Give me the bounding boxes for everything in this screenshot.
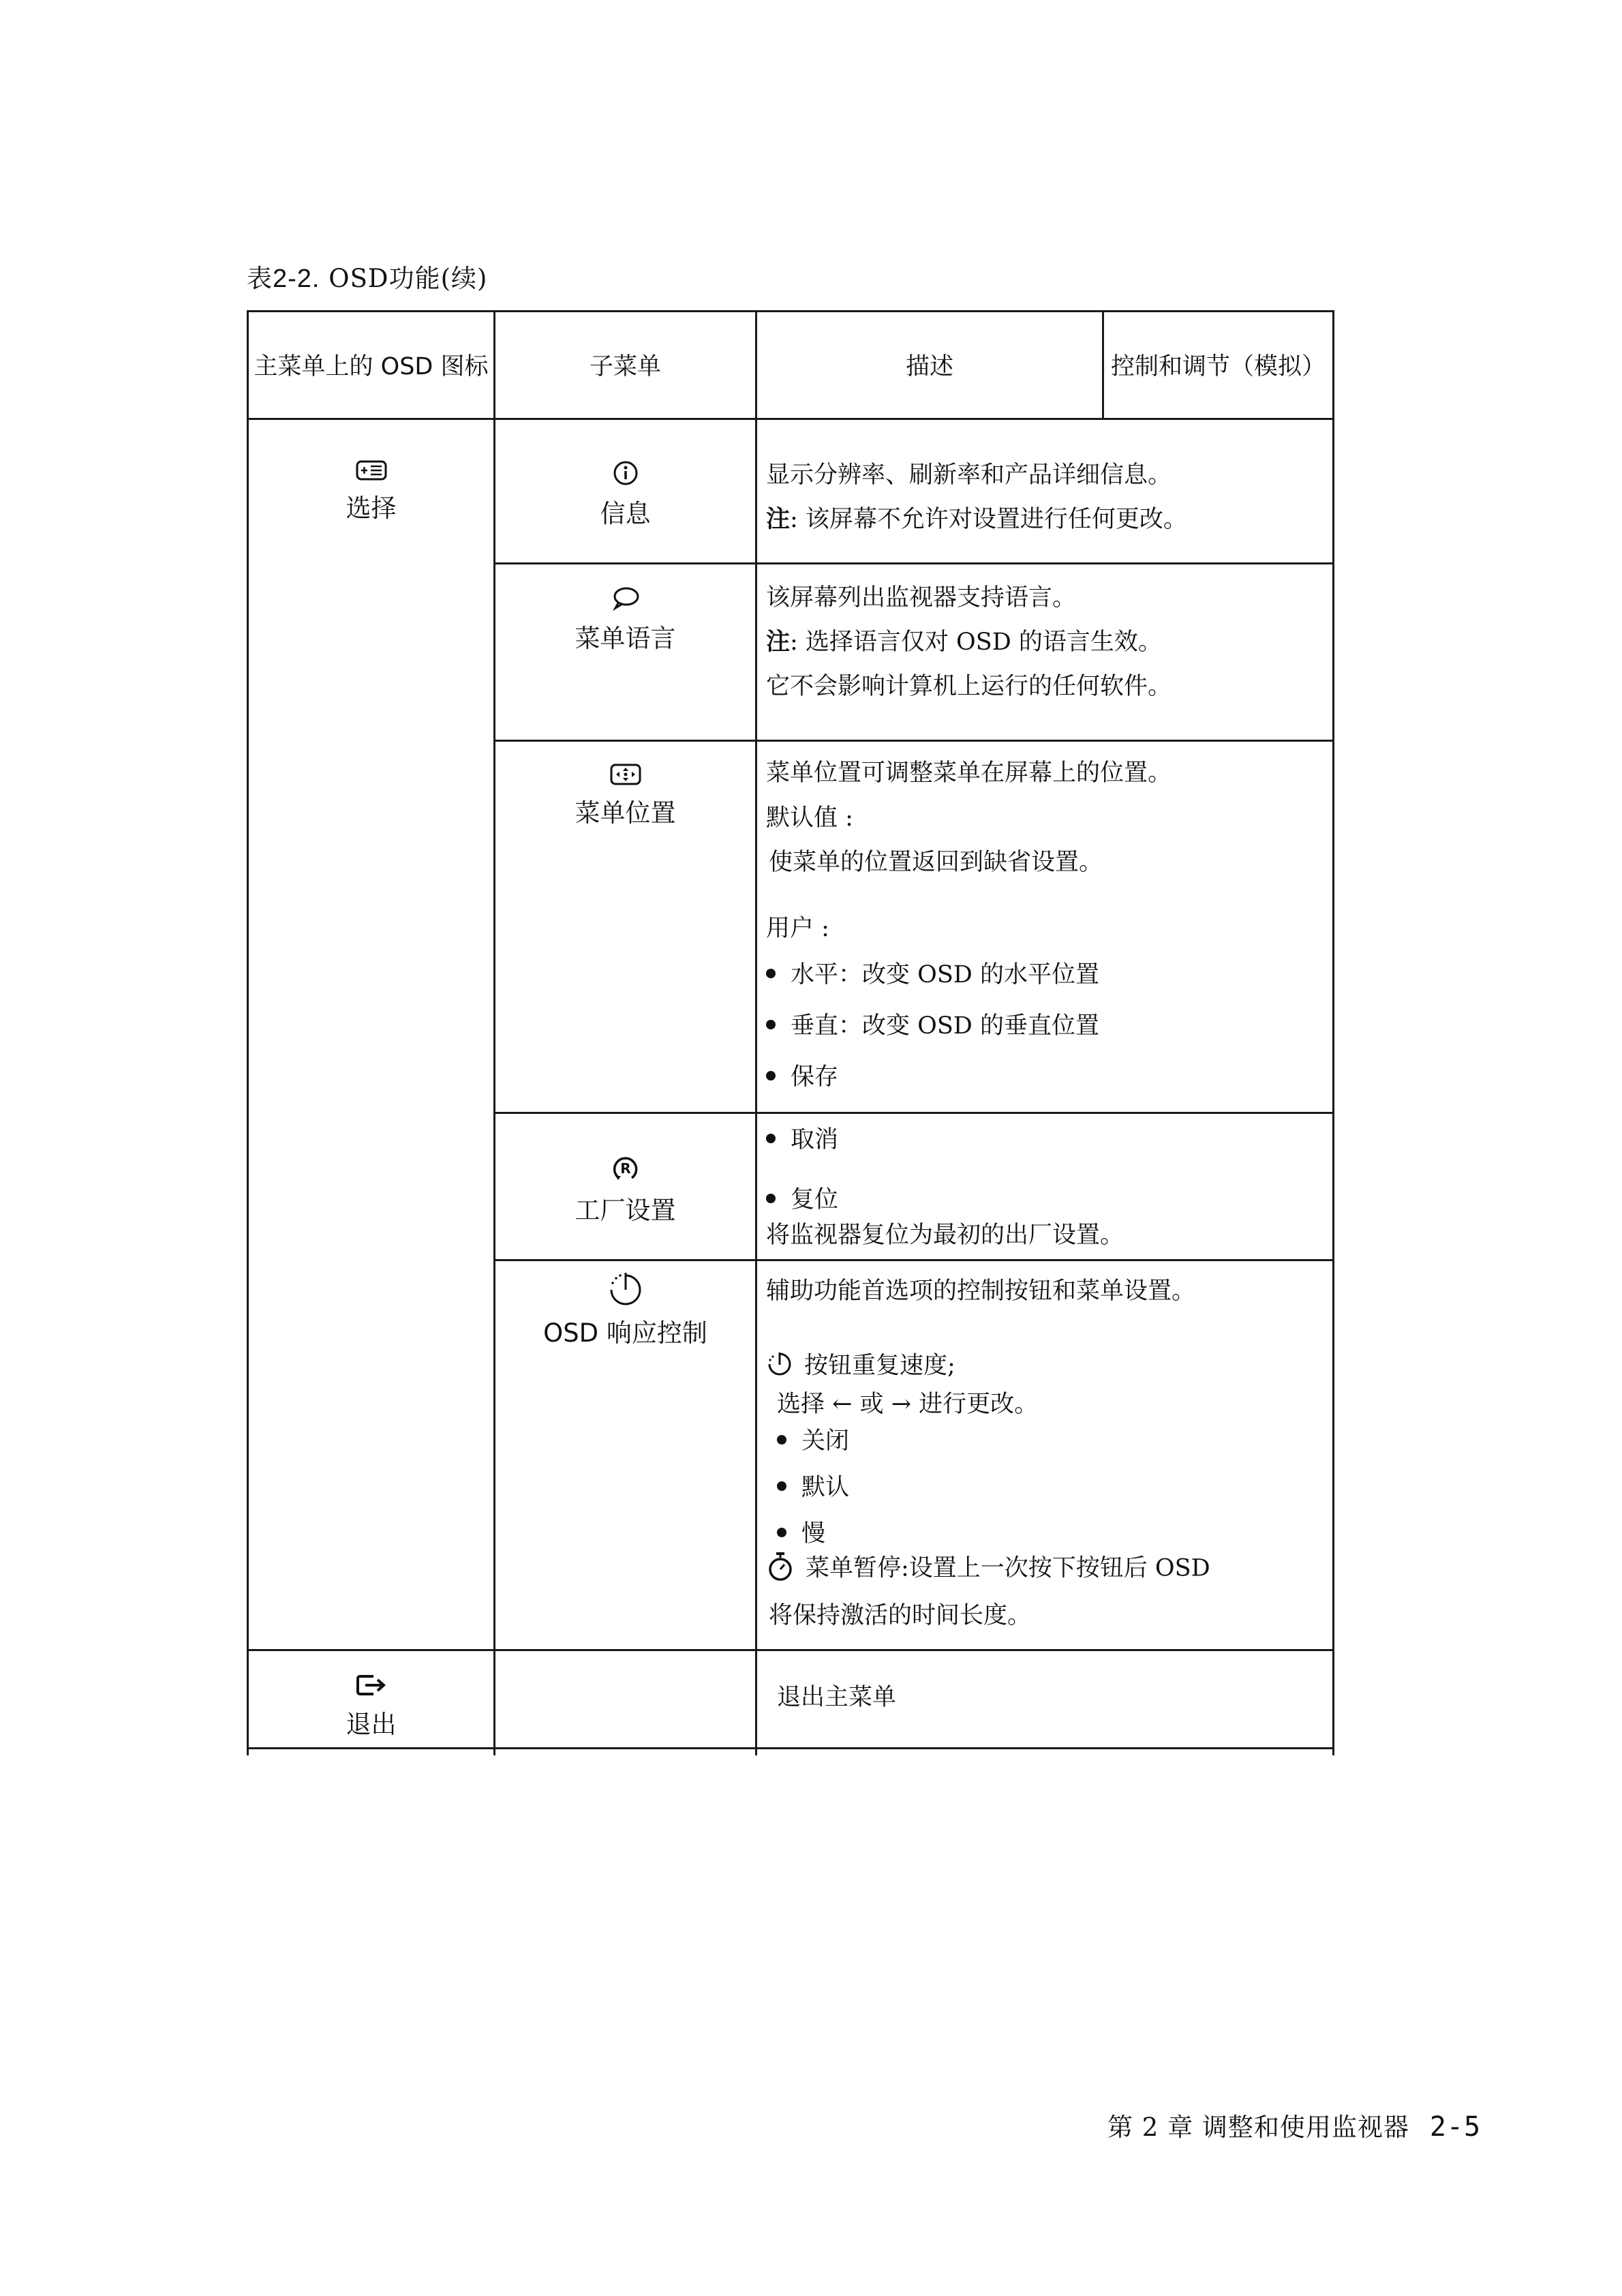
caption-number: 2-2. xyxy=(273,265,320,293)
desc-response-repeat xyxy=(766,1353,955,1380)
desc-language-line3: 它不会影响计算机上运行的任何软件。 xyxy=(766,673,1172,700)
submenu-factory-reset-label: 工厂设置 xyxy=(575,1196,676,1225)
footer-page-number: 2-5 xyxy=(1429,2111,1482,2143)
desc-exit-line1: 退出主菜单 xyxy=(777,1684,897,1711)
pause-label: 菜单暂停:设置上一次按下按钮后 OSD xyxy=(806,1554,1210,1582)
stopwatch-icon xyxy=(766,1552,795,1582)
desc-response-pause xyxy=(766,1554,1210,1584)
desc-position-default-text: 使菜单的位置返回到缺省设置。 xyxy=(769,849,1103,876)
submenu-osd-response xyxy=(495,1271,755,1349)
speech-bubble-icon xyxy=(611,586,640,611)
desc-response-pause-line2: 将保持激活的时间长度。 xyxy=(769,1602,1032,1629)
main-menu-select xyxy=(249,460,493,524)
caption-prefix: 表 xyxy=(247,264,273,293)
note-label: 注 xyxy=(766,506,791,533)
submenu-factory-reset xyxy=(495,1154,755,1226)
main-menu-select-label: 选择 xyxy=(346,494,397,523)
header-submenu: 子菜单 xyxy=(589,353,661,380)
menu-position-icon xyxy=(610,764,641,785)
submenu-menu-position xyxy=(495,764,755,829)
desc-response-bullet-slow: 慢 xyxy=(777,1522,825,1546)
note-label: 注 xyxy=(766,629,791,656)
main-menu-exit-label: 退出 xyxy=(346,1710,397,1739)
info-icon xyxy=(613,460,639,486)
submenu-menu-position-label: 菜单位置 xyxy=(575,798,676,828)
header-main-menu-icon: 主菜单上的 OSD 图标 xyxy=(254,353,489,380)
footer-chapter: 第 2 章 调整和使用监视器 xyxy=(1107,2113,1409,2142)
timer-icon xyxy=(766,1350,793,1378)
submenu-language-label: 菜单语言 xyxy=(575,624,676,653)
page-footer xyxy=(1107,2106,1481,2143)
desc-response-select-line: 选择 ← 或 → 进行更改。 xyxy=(777,1391,1039,1418)
submenu-info-label: 信息 xyxy=(600,499,651,528)
timer-icon xyxy=(607,1271,644,1305)
osd-function-table xyxy=(247,310,1334,1755)
desc-factory-bullet-reset: 复位 xyxy=(766,1188,838,1212)
factory-reset-icon xyxy=(611,1154,640,1183)
submenu-osd-response-label: OSD 响应控制 xyxy=(543,1318,707,1348)
repeat-label: 按钮重复速度; xyxy=(804,1352,955,1380)
desc-response-line1: 辅助功能首选项的控制按钮和菜单设置。 xyxy=(766,1278,1196,1305)
main-menu-exit xyxy=(249,1674,493,1740)
desc-position-default-label: 默认值 : xyxy=(766,804,853,832)
submenu-info xyxy=(495,460,755,530)
desc-factory-bullet-cancel: 取消 xyxy=(766,1128,838,1152)
desc-language-note xyxy=(766,631,1162,654)
select-icon xyxy=(356,460,387,481)
exit-icon xyxy=(356,1674,387,1697)
desc-response-bullet-off: 关闭 xyxy=(777,1430,849,1453)
desc-info-line1: 显示分辨率、刷新率和产品详细信息。 xyxy=(766,462,1172,489)
caption-title: OSD功能(续) xyxy=(328,264,488,293)
table-caption xyxy=(247,258,487,294)
header-controls: 控制和调节（模拟） xyxy=(1110,353,1326,380)
desc-position-user-label: 用户 : xyxy=(766,915,829,942)
header-description: 描述 xyxy=(905,353,953,380)
desc-factory-line3: 将监视器复位为最初的出厂设置。 xyxy=(766,1222,1124,1249)
desc-language-line1: 该屏幕列出监视器支持语言。 xyxy=(766,584,1077,611)
desc-position-bullet-vertical: 垂直：改变 OSD 的垂直位置 xyxy=(766,1014,1099,1038)
desc-position-bullet-save: 保存 xyxy=(766,1066,838,1089)
desc-position-bullet-horizontal: 水平：改变 OSD 的水平位置 xyxy=(766,963,1099,987)
desc-position-line1: 菜单位置可调整菜单在屏幕上的位置。 xyxy=(766,759,1172,787)
desc-info-note xyxy=(766,508,1187,532)
note-text: : 选择语言仅对 OSD 的语言生效。 xyxy=(790,629,1162,656)
submenu-language xyxy=(495,586,755,654)
svg-text:R: R xyxy=(619,1160,631,1177)
note-text: : 该屏幕不允许对设置进行任何更改。 xyxy=(790,506,1187,533)
desc-response-bullet-default: 默认 xyxy=(777,1476,849,1500)
